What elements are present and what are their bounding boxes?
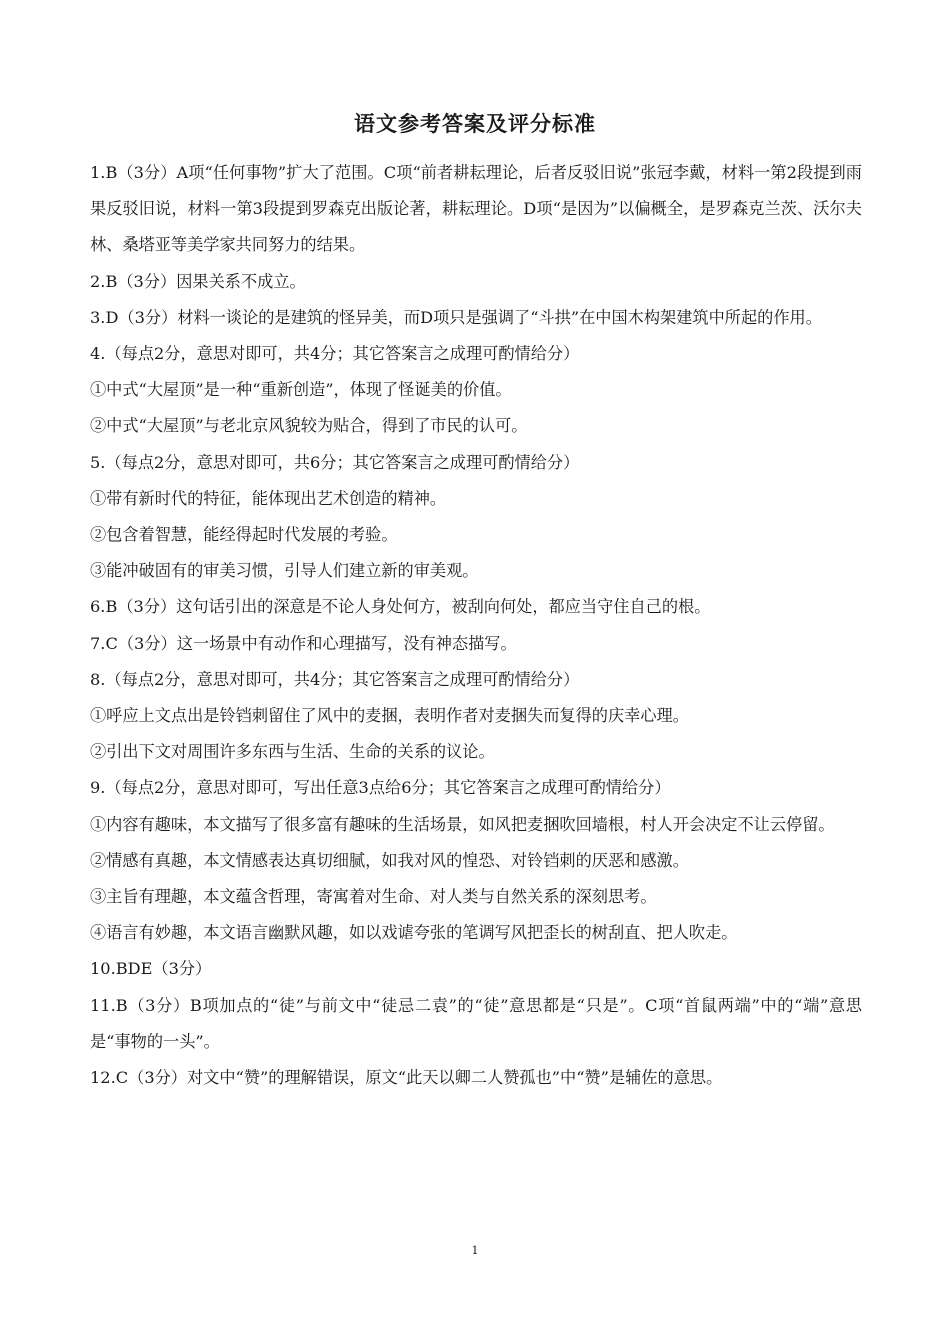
answer-5-point-3: ③能冲破固有的审美习惯，引导人们建立新的审美观。 <box>90 561 479 581</box>
answer-2: 2.B（3分）因果关系不成立。 <box>90 271 306 291</box>
answer-9-header: 9.（每点2分，意思对即可，写出任意3点给6分；其它答案言之成理可酌情给分） <box>90 778 671 798</box>
answer-10: 10.BDE（3分） <box>90 959 212 979</box>
answer-4-point-2: ②中式“大屋顶”与老北京风貌较为贴合，得到了市民的认可。 <box>90 416 528 436</box>
answer-9-point-2: ②情感有真趣，本文情感表达真切细腻，如我对风的惶恐、对铃铛刺的厌恶和感激。 <box>90 850 689 870</box>
answer-5-point-2: ②包含着智慧，能经得起时代发展的考验。 <box>90 525 398 545</box>
answer-6: 6.B（3分）这句话引出的深意是不论人身处何方，被刮向何处，都应当守住自己的根。 <box>90 597 711 617</box>
answer-5-header: 5.（每点2分，意思对即可，共6分；其它答案言之成理可酌情给分） <box>90 452 580 472</box>
answer-5-point-1: ①带有新时代的特征，能体现出艺术创造的精神。 <box>90 488 447 508</box>
answer-7: 7.C（3分）这一场景中有动作和心理描写，没有神态描写。 <box>90 633 517 653</box>
answer-9-point-4: ④语言有妙趣，本文语言幽默风趣，如以戏谑夸张的笔调写风把歪长的树刮直、把人吹走。 <box>90 923 738 943</box>
answer-9-point-1: ①内容有趣味，本文描写了很多富有趣味的生活场景，如风把麦捆吹回墙根，村人开会决定不让云停留。 <box>90 814 835 834</box>
page-title: 语文参考答案及评分标准 <box>354 112 596 136</box>
answer-1: 1.B（3分）A项“任何事物”扩大了范围。C项“前者耕耘理论，后者反驳旧说”张冠李戴，材料一第2段提到雨果反驳旧说，材料一第3段提到罗森克出版论著，耕耘理论。D项“是因为”以偏概全，是罗森克兰茨、沃尔夫林、桑塔亚等美学家共同努力的结果。 <box>90 163 862 255</box>
answer-12: 12.C（3分）对文中“赞”的理解错误，原文“此天以卿二人赞孤也”中“赞”是辅佐的意思。 <box>90 1068 723 1088</box>
answer-8-point-2: ②引出下文对周围许多东西与生活、生命的关系的议论。 <box>90 742 495 762</box>
answer-8-point-1: ①呼应上文点出是铃铛刺留住了风中的麦捆，表明作者对麦捆失而复得的庆幸心理。 <box>90 706 689 726</box>
answer-4-header: 4.（每点2分，意思对即可，共4分；其它答案言之成理可酌情给分） <box>90 344 580 364</box>
answer-list <box>90 155 862 1096</box>
answer-9-point-3: ③主旨有理趣，本文蕴含哲理，寄寓着对生命、对人类与自然关系的深刻思考。 <box>90 887 657 907</box>
answer-11: 11.B（3分）B项加点的“徒”与前文中“徒忌二袁”的“徒”意思都是“只是”。C项“首鼠两端”中的“端”意思是“事物的一头”。 <box>90 995 862 1051</box>
answer-3: 3.D（3分）材料一谈论的是建筑的怪异美，而D项只是强调了“斗拱”在中国木构架建筑中所起的作用。 <box>90 307 822 327</box>
answer-4-point-1: ①中式“大屋顶”是一种“重新创造”，体现了怪诞美的价值。 <box>90 380 512 400</box>
page-number: 1 <box>471 1244 479 1257</box>
answer-8-header: 8.（每点2分，意思对即可，共4分；其它答案言之成理可酌情给分） <box>90 669 580 689</box>
